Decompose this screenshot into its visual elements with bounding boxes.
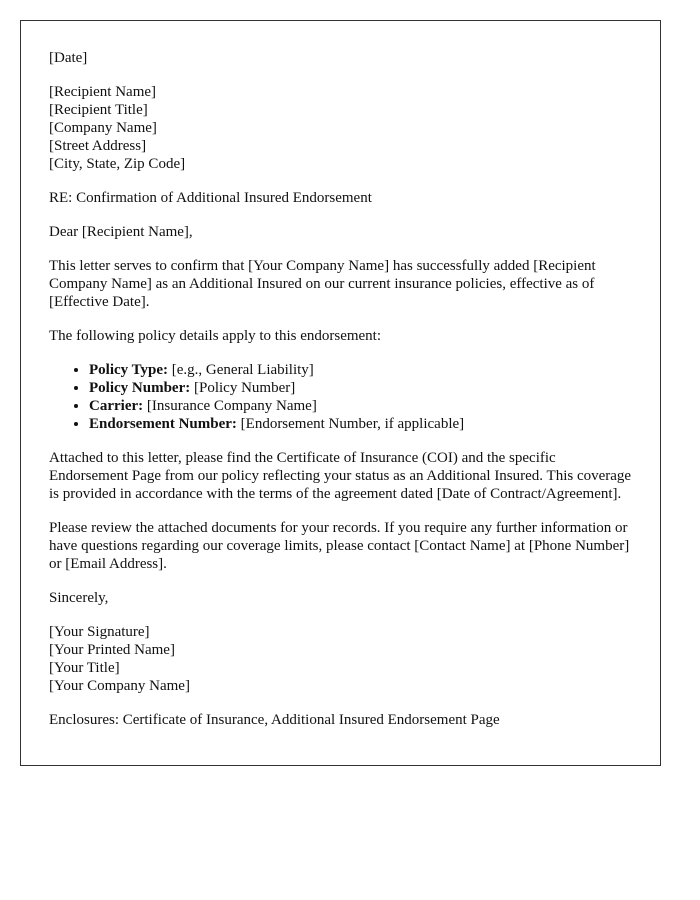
enclosures: Enclosures: Certificate of Insurance, Additional Insured Endorsement Page	[49, 712, 500, 728]
paragraph-confirmation: This letter serves to confirm that [Your Company Name] has successfully added [Recipient Company Name] as an Additional Insured on our current insurance policies, effective as of [Effective Date].	[49, 258, 596, 310]
paragraph-details-intro: The following policy details apply to this endorsement:	[49, 328, 382, 344]
letter	[20, 20, 661, 766]
recipient-title: [Recipient Title]	[49, 102, 148, 118]
date: [Date]	[49, 50, 88, 66]
recipient-block	[49, 83, 632, 173]
closing: Sincerely,	[49, 590, 109, 606]
policy-details-list	[49, 361, 632, 433]
recipient-name: [Recipient Name]	[49, 84, 157, 100]
list-item: • Policy Type: [e.g., General Liability]	[89, 361, 632, 379]
subject-line: RE: Confirmation of Additional Insured Endorsement	[49, 190, 372, 206]
signature-block	[49, 623, 632, 695]
list-item: • Policy Number: [Policy Number]	[89, 379, 632, 397]
printed-name: [Your Printed Name]	[49, 642, 175, 658]
list-item: • Carrier: [Insurance Company Name]	[89, 397, 632, 415]
recipient-company: [Company Name]	[49, 120, 157, 136]
recipient-street: [Street Address]	[49, 138, 147, 154]
paragraph-attachments: Attached to this letter, please find the Certificate of Insurance (COI) and the specific Endorsement Page from our policy reflecting your status as an Additional Insured. This coverage is provided in accordance with the terms of the agreement dated [Date of Contract/Agreement].	[49, 450, 632, 502]
salutation: Dear [Recipient Name],	[49, 224, 193, 240]
signature: [Your Signature]	[49, 624, 150, 640]
paragraph-contact: Please review the attached documents for your records. If you require any further information or have questions regarding our coverage limits, please contact [Contact Name] at [Phone Number] or [Email Address].	[49, 520, 630, 572]
list-item: • Endorsement Number: [Endorsement Number, if applicable]	[89, 415, 632, 433]
sender-title: [Your Title]	[49, 660, 120, 676]
sender-company: [Your Company Name]	[49, 678, 190, 694]
recipient-city: [City, State, Zip Code]	[49, 156, 186, 172]
